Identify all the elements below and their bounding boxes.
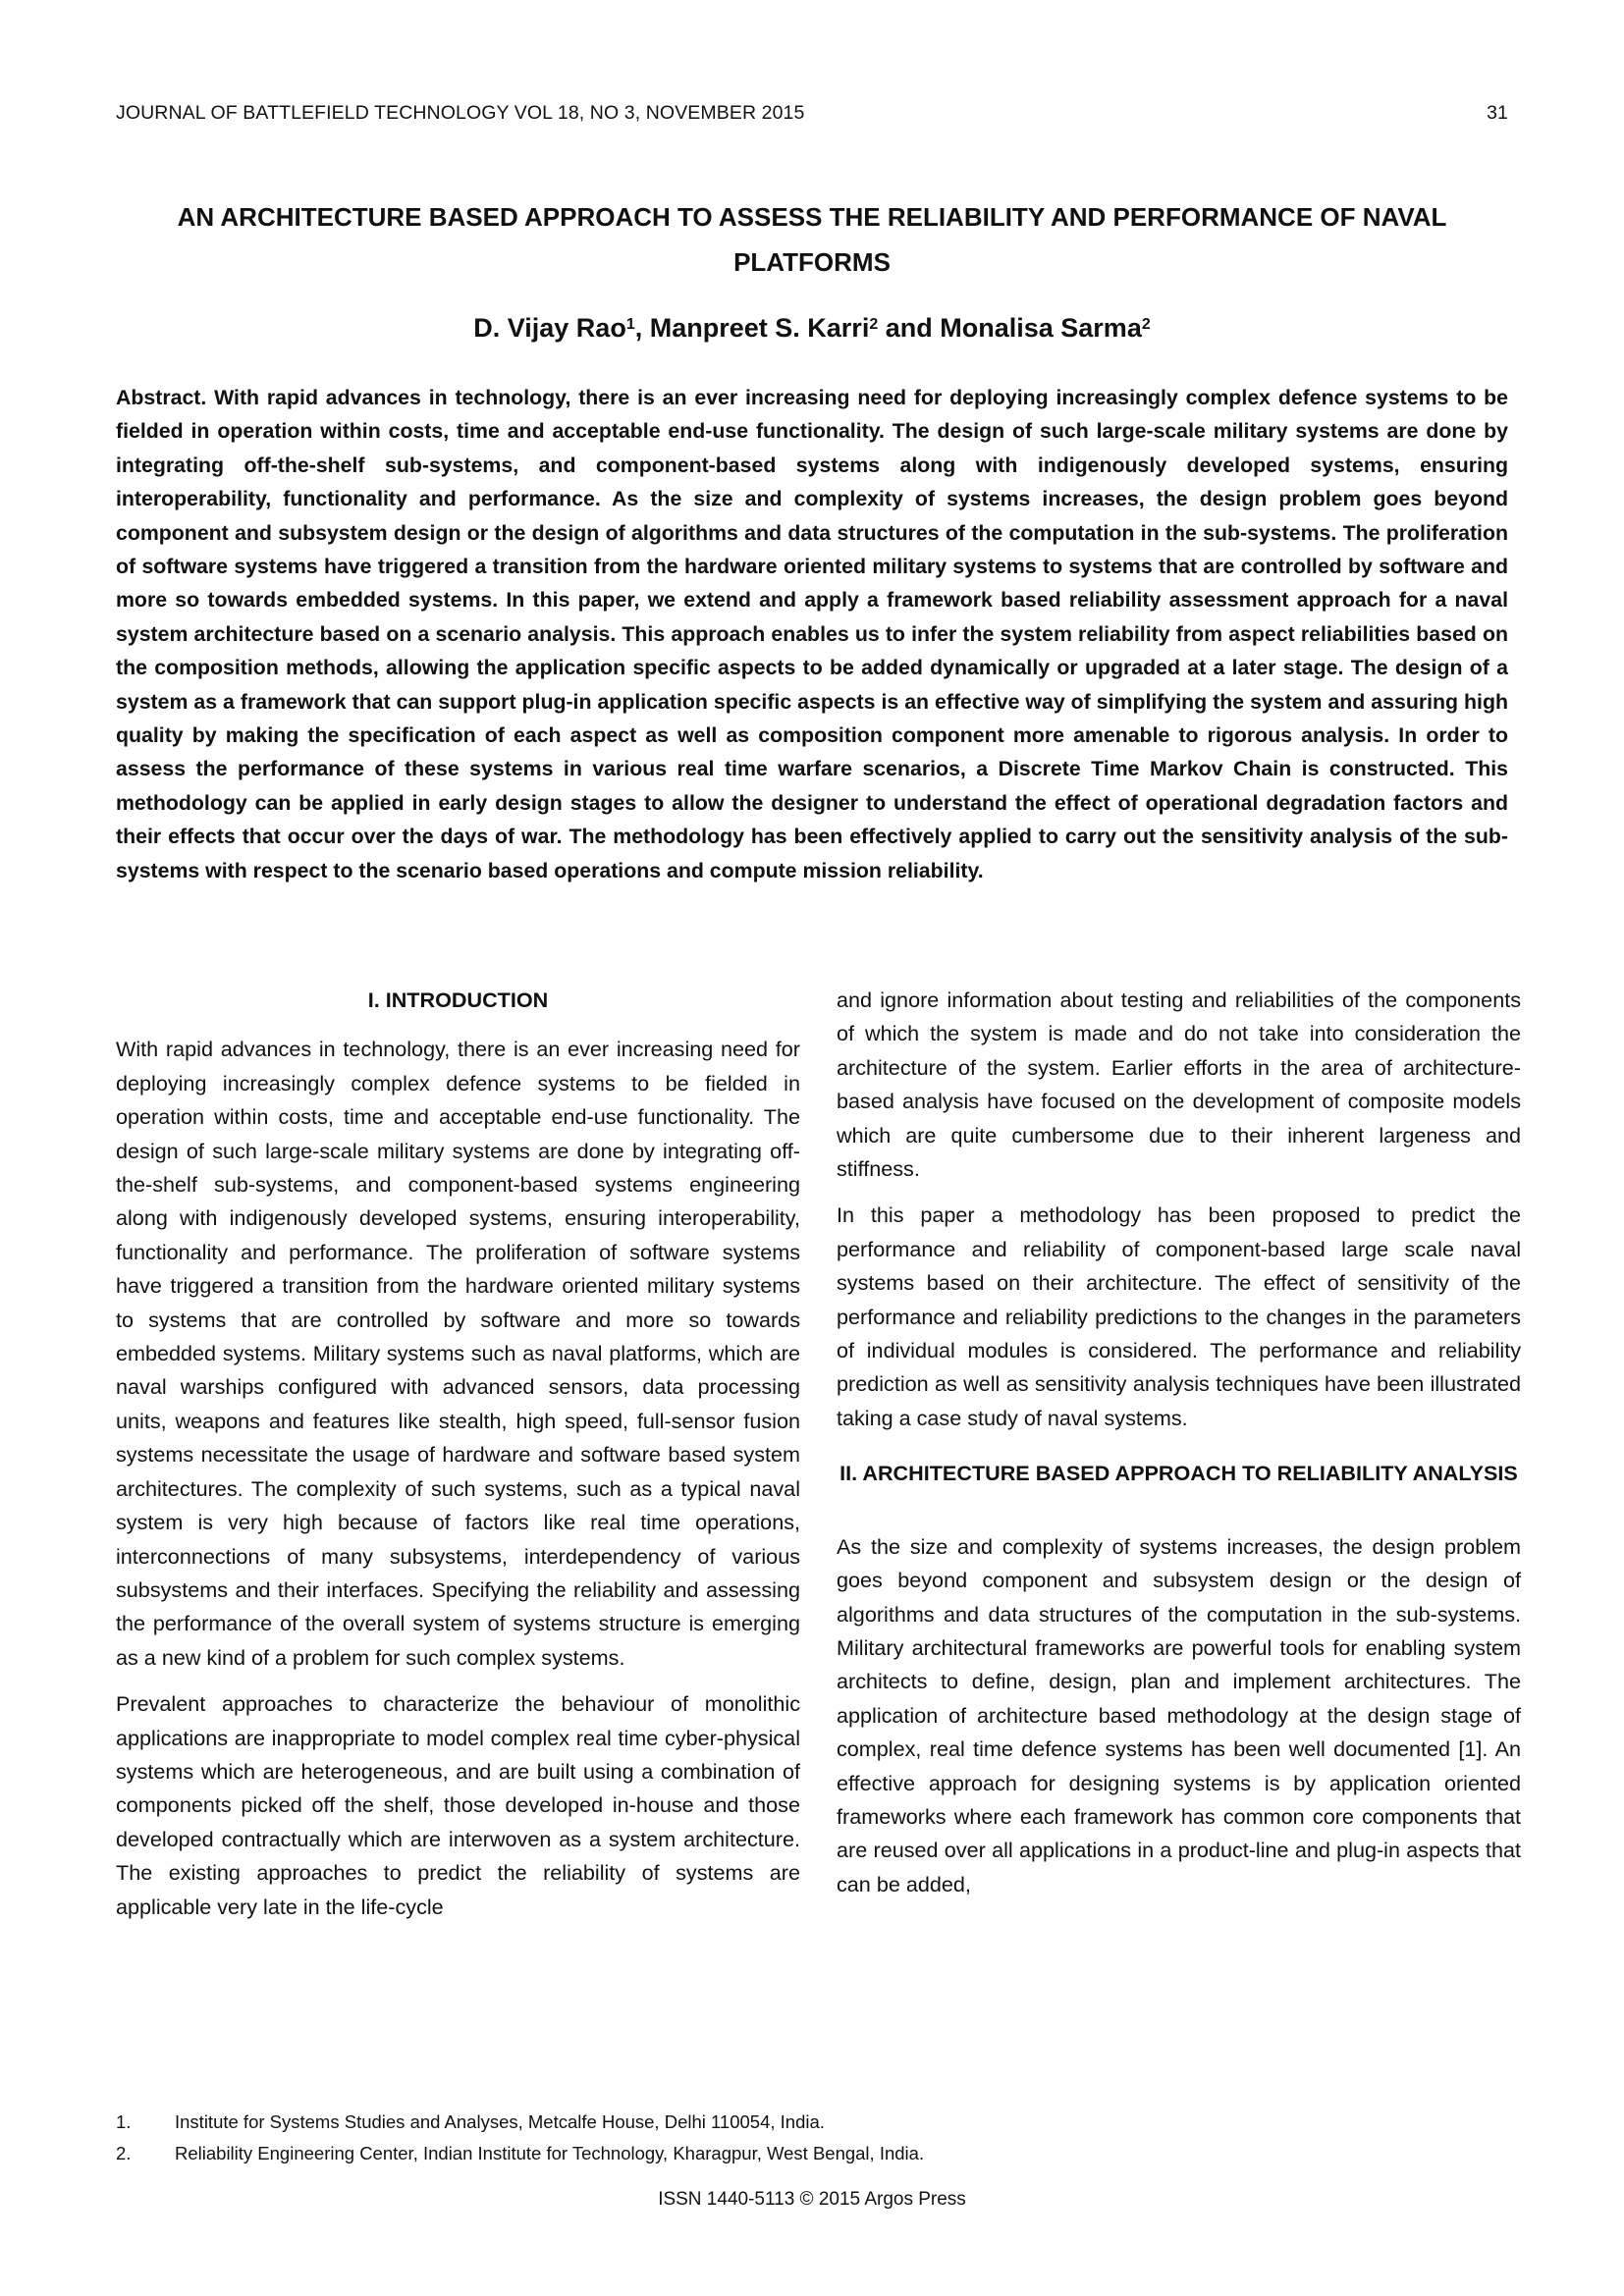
paper-title: AN ARCHITECTURE BASED APPROACH TO ASSESS THE RELIABILITY AND PERFORMANCE OF NAVAL PLATFORMS bbox=[177, 202, 1447, 277]
paragraph: Prevalent approaches to characterize the behaviour of monolithic applications are inappropriate to model complex real time cyber-physical systems which are heterogeneous, and are built using a combination of components picked off the shelf, those developed in-house and those developed contractually which are interwoven as a system architecture. The existing approaches to predict the reliability of systems are applicable very late in the life-cycle bbox=[116, 1691, 800, 1919]
section-heading-architecture: II. ARCHITECTURE BASED APPROACH TO RELIABILITY ANALYSIS bbox=[839, 1461, 1518, 1486]
author-name: D. Vijay Rao bbox=[473, 313, 626, 343]
author-separator: , bbox=[634, 313, 650, 343]
right-column bbox=[837, 984, 1521, 1914]
footnote-text: Reliability Engineering Center, Indian Institute for Technology, Kharagpur, West Bengal, India. bbox=[175, 2143, 925, 2163]
affiliation-marker: 1 bbox=[625, 316, 635, 333]
running-header bbox=[116, 102, 1508, 132]
author-separator: and bbox=[878, 313, 941, 343]
abstract bbox=[116, 381, 1508, 887]
footnote-number: 1. bbox=[116, 2111, 132, 2132]
abstract-text: Abstract. With rapid advances in technology, there is an ever increasing need for deploying increasingly complex defence systems to be fielded in operation within costs, time and acceptable end-use functionality. The design of such large-scale military systems are done by integrating off-the-shelf sub-systems, and component-based systems along with indigenously developed systems, ensuring interoperability, functionality and performance. As the size and complexity of systems increases, the design problem goes beyond component and subsystem design or the design of algorithms and data structures of the computation in the sub-systems. The proliferation of software systems have triggered a transition from the hardware oriented military systems to systems that are controlled by software and more so towards embedded systems. In this paper, we extend and apply a framework based reliability assessment approach for a naval system architecture based on a scenario analysis. This approach enables us to infer the system reliability from aspect reliabilities based on the composition methods, allowing the application specific aspects to be added dynamically or upgraded at a later stage. The design of a system as a framework that can support plug-in application specific aspects is an effective way of simplifying the system and assuring high quality by making the specification of each aspect as well as composition component more amenable to rigorous analysis. In order to assess the performance of these systems in various real time warfare scenarios, a Discrete Time Markov Chain is constructed. This methodology can be applied in early design stages to allow the designer to understand the effect of operational degradation factors and their effects that occur over the days of war. The methodology has been effectively applied to carry out the sensitivity analysis of the sub-systems with respect to the scenario based operations and compute mission reliability. bbox=[116, 386, 1508, 882]
page-number: 31 bbox=[1487, 102, 1508, 124]
affiliation-marker: 2 bbox=[1141, 316, 1151, 333]
author-name: Monalisa Sarma bbox=[940, 313, 1142, 343]
footnote-text: Institute for Systems Studies and Analyses, Metcalfe House, Delhi 110054, India. bbox=[175, 2111, 825, 2132]
paragraph: and ignore information about testing and reliabilities of the components of which the system is made and do not take into consideration the architecture of the system. Earlier efforts in the area of architecture-based analysis have focused on the development of composite models which are quite cumbersome due to their inherent largeness and stiffness. bbox=[837, 988, 1521, 1182]
footnote-number: 2. bbox=[116, 2143, 132, 2163]
issn-footer: ISSN 1440-5113 © 2015 Argos Press bbox=[658, 2189, 966, 2210]
paragraph: With rapid advances in technology, there is an ever increasing need for deploying increasingly complex defence systems to be fielded in operation within costs, time and acceptable end-use functionality. The design of such large-scale military systems are done by integrating off-the-shelf sub-systems, and component-based systems engineering along with indigenously developed systems, ensuring interoperability, functionality and performance. The proliferation of software systems have triggered a transition from the hardware oriented military systems to systems that are controlled by software and more so towards embedded systems. Military systems such as naval platforms, which are naval warships configured with advanced sensors, data processing units, weapons and features like stealth, high speed, full-sensor fusion systems necessitate the usage of hardware and software based system architectures. The complexity of such systems, such as a typical naval system is very high because of factors like real time operations, interconnections of many subsystems, interdependency of various subsystems and their interfaces. Specifying the reliability and assessing the performance of the overall system of systems structure is emerging as a new kind of a problem for such complex systems. bbox=[116, 1037, 800, 1670]
footnote bbox=[116, 2138, 1508, 2169]
left-column bbox=[116, 984, 800, 1937]
section-heading-introduction: I. INTRODUCTION bbox=[367, 988, 549, 1012]
paragraph: As the size and complexity of systems increases, the design problem goes beyond component and subsystem design or the design of algorithms and data structures of the computation in the sub-systems. Military architectural frameworks are powerful tools for enabling system architects to define, design, plan and implement architectures. The application of architecture based methodology at the design stage of complex, real time defence systems has been well documented [1]. An effective approach for designing systems is by application oriented frameworks where each framework has common core components that are reused over all applications in a product-line and plug-in aspects that can be added, bbox=[837, 1533, 1521, 1896]
paragraph: In this paper a methodology has been proposed to predict the performance and reliability of component-based large scale naval systems based on their architecture. The effect of sensitivity of the performance and reliability predictions to the changes in the parameters of individual modules is considered. The performance and reliability prediction as well as sensitivity analysis techniques have been illustrated taking a case study of naval systems. bbox=[837, 1202, 1521, 1430]
journal-name: JOURNAL OF BATTLEFIELD TECHNOLOGY VOL 18, NO 3, NOVEMBER 2015 bbox=[116, 102, 805, 124]
author-line bbox=[116, 308, 1508, 347]
affiliation-marker: 2 bbox=[869, 316, 879, 333]
footnotes bbox=[116, 2107, 1508, 2169]
author-name: Manpreet S. Karri bbox=[649, 313, 870, 343]
footnote bbox=[116, 2107, 1508, 2138]
